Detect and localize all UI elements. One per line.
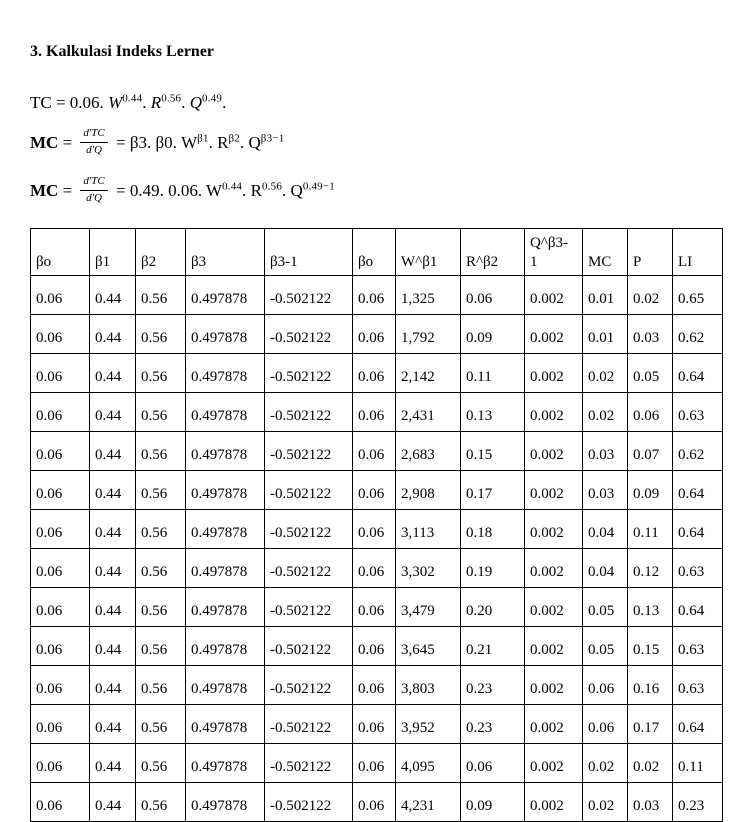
cell: 3,113 bbox=[396, 510, 461, 549]
cell: -0.502122 bbox=[265, 510, 353, 549]
cell: 0.56 bbox=[136, 432, 186, 471]
formula-text: . bbox=[222, 93, 227, 112]
col-header-1: βo bbox=[31, 229, 90, 276]
cell: 0.62 bbox=[673, 315, 723, 354]
col-header-5: β3-1 bbox=[265, 229, 353, 276]
cell: 0.002 bbox=[525, 627, 583, 666]
cell: 0.44 bbox=[90, 666, 136, 705]
formula-text: . bbox=[208, 133, 218, 152]
section-heading: 3. Kalkulasi Indeks Lerner bbox=[30, 43, 215, 60]
cell: 0.06 bbox=[31, 744, 90, 783]
cell: 0.06 bbox=[583, 705, 628, 744]
table-header-row bbox=[31, 229, 723, 276]
cell: 0.06 bbox=[353, 510, 396, 549]
cell: 0.06 bbox=[353, 549, 396, 588]
cell: -0.502122 bbox=[265, 666, 353, 705]
cell: 1,325 bbox=[396, 276, 461, 315]
cell: 0.02 bbox=[583, 393, 628, 432]
col-header-3: β2 bbox=[136, 229, 186, 276]
table-row bbox=[31, 510, 723, 549]
cell: 0.11 bbox=[461, 354, 525, 393]
cell: 0.17 bbox=[461, 471, 525, 510]
cell: -0.502122 bbox=[265, 588, 353, 627]
cell: 0.09 bbox=[461, 315, 525, 354]
cell: 0.497878 bbox=[186, 666, 265, 705]
cell: 0.56 bbox=[136, 627, 186, 666]
cell: 0.02 bbox=[628, 276, 673, 315]
cell: 0.56 bbox=[136, 354, 186, 393]
cell: 0.44 bbox=[90, 549, 136, 588]
cell: 0.64 bbox=[673, 354, 723, 393]
cell: 0.44 bbox=[90, 393, 136, 432]
cell: 0.44 bbox=[90, 588, 136, 627]
formula-text: MC bbox=[30, 133, 59, 152]
cell: 0.44 bbox=[90, 627, 136, 666]
cell: 0.06 bbox=[353, 354, 396, 393]
cell: 2,683 bbox=[396, 432, 461, 471]
cell: 0.56 bbox=[136, 510, 186, 549]
cell: -0.502122 bbox=[265, 315, 353, 354]
cell: 3,645 bbox=[396, 627, 461, 666]
formula-text: . bbox=[142, 93, 151, 112]
power-term: $R^{\beta 2}$ bbox=[217, 132, 241, 152]
cell: 0.497878 bbox=[186, 354, 265, 393]
power-term: $W^{\beta 1}$ bbox=[181, 132, 209, 152]
cell: 0.06 bbox=[353, 432, 396, 471]
table-row bbox=[31, 315, 723, 354]
cell: 0.06 bbox=[583, 666, 628, 705]
cell: 0.05 bbox=[628, 354, 673, 393]
cell: 0.21 bbox=[461, 627, 525, 666]
cell: 0.002 bbox=[525, 393, 583, 432]
cell: 0.18 bbox=[461, 510, 525, 549]
col-header-10: MC bbox=[583, 229, 628, 276]
cell: 0.06 bbox=[31, 666, 90, 705]
cell: 0.63 bbox=[673, 627, 723, 666]
cell: 0.56 bbox=[136, 744, 186, 783]
cell: 0.06 bbox=[31, 627, 90, 666]
table-row bbox=[31, 549, 723, 588]
cell: 0.23 bbox=[673, 783, 723, 822]
cell: 0.06 bbox=[353, 471, 396, 510]
cell: 0.56 bbox=[136, 393, 186, 432]
tc-formula bbox=[30, 90, 739, 116]
cell: 0.06 bbox=[31, 315, 90, 354]
cell: 0.002 bbox=[525, 276, 583, 315]
cell: 4,095 bbox=[396, 744, 461, 783]
cell: -0.502122 bbox=[265, 276, 353, 315]
cell: 0.06 bbox=[353, 744, 396, 783]
cell: 0.15 bbox=[628, 627, 673, 666]
cell: 0.56 bbox=[136, 588, 186, 627]
cell: 0.04 bbox=[583, 510, 628, 549]
table-row bbox=[31, 432, 723, 471]
cell: 0.05 bbox=[583, 588, 628, 627]
cell: 0.06 bbox=[31, 549, 90, 588]
cell: 0.002 bbox=[525, 549, 583, 588]
cell: 0.16 bbox=[628, 666, 673, 705]
cell: 0.03 bbox=[583, 471, 628, 510]
cell: 3,803 bbox=[396, 666, 461, 705]
cell: 0.497878 bbox=[186, 471, 265, 510]
cell: -0.502122 bbox=[265, 549, 353, 588]
cell: 2,431 bbox=[396, 393, 461, 432]
cell: 0.02 bbox=[583, 744, 628, 783]
table-row bbox=[31, 354, 723, 393]
formula-text: . bbox=[240, 133, 249, 152]
cell: 0.04 bbox=[583, 549, 628, 588]
cell: 0.002 bbox=[525, 432, 583, 471]
cell: -0.502122 bbox=[265, 432, 353, 471]
cell: 0.002 bbox=[525, 783, 583, 822]
cell: 0.64 bbox=[673, 510, 723, 549]
cell: 0.64 bbox=[673, 705, 723, 744]
cell: 0.06 bbox=[353, 627, 396, 666]
cell: 0.56 bbox=[136, 783, 186, 822]
cell: 0.19 bbox=[461, 549, 525, 588]
cell: -0.502122 bbox=[265, 627, 353, 666]
cell: 0.44 bbox=[90, 315, 136, 354]
cell: 0.12 bbox=[628, 549, 673, 588]
cell: 0.64 bbox=[673, 471, 723, 510]
formula-text: = bbox=[58, 181, 77, 200]
cell: 0.06 bbox=[31, 510, 90, 549]
cell: 0.06 bbox=[31, 471, 90, 510]
cell: 0.06 bbox=[353, 393, 396, 432]
cell: 0.002 bbox=[525, 705, 583, 744]
cell: 0.06 bbox=[353, 315, 396, 354]
cell: 0.64 bbox=[673, 588, 723, 627]
cell: 0.23 bbox=[461, 705, 525, 744]
power-term: $R^{0.56}$ bbox=[250, 180, 283, 200]
cell: 0.44 bbox=[90, 783, 136, 822]
cell: 0.63 bbox=[673, 393, 723, 432]
derivative-fraction: $\frac{d'TC}{d'Q}$ bbox=[80, 127, 107, 156]
cell: 0.11 bbox=[673, 744, 723, 783]
derivative-fraction: $\frac{d'TC}{d'Q}$ bbox=[80, 175, 107, 204]
cell: 0.44 bbox=[90, 471, 136, 510]
cell: 0.06 bbox=[31, 393, 90, 432]
formula-text: = 0.49. 0.06. bbox=[111, 181, 207, 200]
cell: -0.502122 bbox=[265, 354, 353, 393]
cell: 0.497878 bbox=[186, 744, 265, 783]
cell: 1,792 bbox=[396, 315, 461, 354]
cell: 3,952 bbox=[396, 705, 461, 744]
cell: 0.002 bbox=[525, 510, 583, 549]
cell: 0.20 bbox=[461, 588, 525, 627]
cell: 0.07 bbox=[628, 432, 673, 471]
cell: 0.497878 bbox=[186, 315, 265, 354]
cell: -0.502122 bbox=[265, 783, 353, 822]
table-row bbox=[31, 276, 723, 315]
cell: 0.56 bbox=[136, 276, 186, 315]
cell: 3,302 bbox=[396, 549, 461, 588]
col-header-9: Q^β3-1 bbox=[525, 229, 583, 276]
cell: 0.56 bbox=[136, 315, 186, 354]
formula-text: . bbox=[181, 93, 190, 112]
cell: 0.002 bbox=[525, 666, 583, 705]
cell: 0.13 bbox=[461, 393, 525, 432]
cell: 0.44 bbox=[90, 276, 136, 315]
col-header-6: βo bbox=[353, 229, 396, 276]
cell: 0.06 bbox=[31, 588, 90, 627]
mc-general-formula bbox=[30, 122, 739, 164]
cell: -0.502122 bbox=[265, 471, 353, 510]
cell: 0.03 bbox=[583, 432, 628, 471]
cell: 0.02 bbox=[583, 783, 628, 822]
cell: -0.502122 bbox=[265, 744, 353, 783]
cell: 0.06 bbox=[353, 705, 396, 744]
formula-text: = β3. β0. bbox=[111, 133, 182, 152]
cell: 0.02 bbox=[583, 354, 628, 393]
cell: 0.56 bbox=[136, 705, 186, 744]
cell: 0.44 bbox=[90, 510, 136, 549]
power-term: $R^{0.56}$ bbox=[150, 92, 182, 112]
cell: 0.01 bbox=[583, 276, 628, 315]
cell: 0.497878 bbox=[186, 393, 265, 432]
cell: 0.13 bbox=[628, 588, 673, 627]
col-header-2: β1 bbox=[90, 229, 136, 276]
cell: 0.06 bbox=[461, 276, 525, 315]
cell: 0.002 bbox=[525, 354, 583, 393]
table-row bbox=[31, 744, 723, 783]
cell: 0.06 bbox=[31, 705, 90, 744]
formula-text: TC = 0.06. bbox=[30, 93, 109, 112]
cell: 0.02 bbox=[628, 744, 673, 783]
col-header-12: LI bbox=[673, 229, 723, 276]
cell: 0.06 bbox=[628, 393, 673, 432]
table-row bbox=[31, 393, 723, 432]
cell: 0.44 bbox=[90, 744, 136, 783]
cell: 0.44 bbox=[90, 432, 136, 471]
table-row bbox=[31, 783, 723, 822]
cell: 0.44 bbox=[90, 705, 136, 744]
cell: 2,908 bbox=[396, 471, 461, 510]
formula-text: = bbox=[58, 133, 77, 152]
cell: 0.497878 bbox=[186, 705, 265, 744]
power-term: $W^{0.44}$ bbox=[108, 92, 143, 112]
cell: 0.06 bbox=[31, 354, 90, 393]
cell: 0.002 bbox=[525, 471, 583, 510]
cell: 0.01 bbox=[583, 315, 628, 354]
cell: 0.497878 bbox=[186, 276, 265, 315]
cell: 0.44 bbox=[90, 354, 136, 393]
cell: 0.03 bbox=[628, 783, 673, 822]
cell: -0.502122 bbox=[265, 705, 353, 744]
cell: 0.15 bbox=[461, 432, 525, 471]
cell: 0.002 bbox=[525, 315, 583, 354]
table-row bbox=[31, 471, 723, 510]
col-header-7: W^β1 bbox=[396, 229, 461, 276]
cell: 0.497878 bbox=[186, 510, 265, 549]
table-row bbox=[31, 705, 723, 744]
power-term: $Q^{0.49-1}$ bbox=[290, 180, 335, 200]
formula-block bbox=[30, 90, 739, 212]
cell: 0.497878 bbox=[186, 432, 265, 471]
cell: 3,479 bbox=[396, 588, 461, 627]
cell: 0.06 bbox=[31, 783, 90, 822]
cell: 0.17 bbox=[628, 705, 673, 744]
cell: 0.56 bbox=[136, 471, 186, 510]
cell: 0.62 bbox=[673, 432, 723, 471]
cell: 0.56 bbox=[136, 549, 186, 588]
cell: 0.002 bbox=[525, 588, 583, 627]
power-term: $Q^{\beta 3-1}$ bbox=[248, 132, 285, 152]
cell: 0.56 bbox=[136, 666, 186, 705]
cell: 4,231 bbox=[396, 783, 461, 822]
cell: 0.06 bbox=[353, 666, 396, 705]
table-row bbox=[31, 627, 723, 666]
cell: 0.497878 bbox=[186, 588, 265, 627]
cell: 0.06 bbox=[31, 432, 90, 471]
col-header-11: P bbox=[628, 229, 673, 276]
cell: 0.002 bbox=[525, 744, 583, 783]
cell: 0.06 bbox=[353, 783, 396, 822]
table-row bbox=[31, 666, 723, 705]
power-term: $Q^{0.49}$ bbox=[189, 92, 223, 112]
cell: 0.497878 bbox=[186, 627, 265, 666]
cell: 0.65 bbox=[673, 276, 723, 315]
col-header-4: β3 bbox=[186, 229, 265, 276]
cell: 0.06 bbox=[31, 276, 90, 315]
formula-text: . bbox=[242, 181, 251, 200]
cell: 0.03 bbox=[628, 315, 673, 354]
cell: -0.502122 bbox=[265, 393, 353, 432]
mc-numeric-formula bbox=[30, 170, 739, 212]
cell: 0.09 bbox=[461, 783, 525, 822]
cell: 0.06 bbox=[353, 276, 396, 315]
table-row bbox=[31, 588, 723, 627]
lerner-index-table bbox=[30, 228, 723, 822]
cell: 0.05 bbox=[583, 627, 628, 666]
power-term: $W^{0.44}$ bbox=[206, 180, 243, 200]
cell: 0.11 bbox=[628, 510, 673, 549]
cell: 0.06 bbox=[461, 744, 525, 783]
cell: 0.497878 bbox=[186, 783, 265, 822]
cell: 0.497878 bbox=[186, 549, 265, 588]
cell: 0.09 bbox=[628, 471, 673, 510]
col-header-8: R^β2 bbox=[461, 229, 525, 276]
cell: 0.63 bbox=[673, 549, 723, 588]
formula-text: MC bbox=[30, 181, 59, 200]
cell: 0.63 bbox=[673, 666, 723, 705]
formula-text: . bbox=[282, 181, 291, 200]
cell: 0.23 bbox=[461, 666, 525, 705]
cell: 0.06 bbox=[353, 588, 396, 627]
cell: 2,142 bbox=[396, 354, 461, 393]
